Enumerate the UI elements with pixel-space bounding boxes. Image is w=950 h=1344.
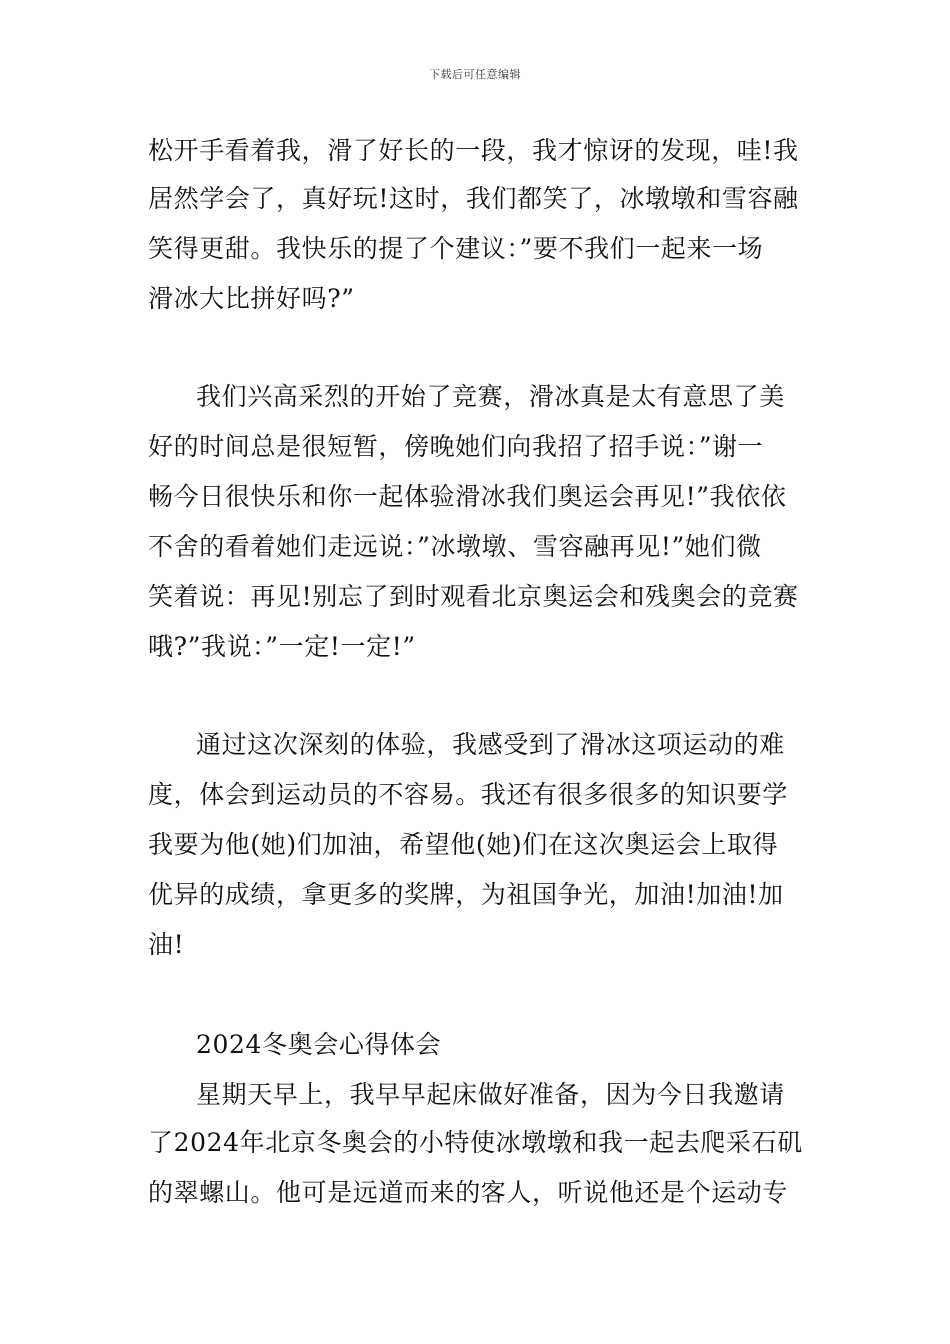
paragraph-1-line-4: 滑冰大比拼好吗?”: [148, 284, 355, 313]
paragraph-1-line-2: 居然学会了，真好玩!这时，我们都笑了，冰墩墩和雪容融: [148, 184, 799, 213]
paragraph-4-line-1: 星期天早上，我早早起床做好准备，因为今日我邀请: [196, 1080, 785, 1109]
paragraph-1-line-1: 松开手看着我，滑了好长的一段，我才惊讶的发现，哇!我: [148, 136, 799, 165]
paragraph-4-line-2: 了2024年北京冬奥会的小特使冰墩墩和我一起去爬采石矶: [148, 1128, 803, 1157]
paragraph-3-line-4: 优异的成绩，拿更多的奖牌，为祖国争光，加油!加油!加: [148, 880, 784, 909]
header-note: 下载后可任意编辑: [429, 68, 521, 81]
paragraph-3-line-2: 度，体会到运动员的不容易。我还有很多很多的知识要学: [148, 780, 789, 809]
paragraph-3-line-5: 油!: [148, 930, 185, 959]
paragraph-2-line-3: 畅今日很快乐和你一起体验滑冰我们奥运会再见!”我依依: [148, 482, 787, 511]
paragraph-3-line-1: 通过这次深刻的体验，我感受到了滑冰这项运动的难: [196, 730, 785, 759]
section-title: 2024冬奥会心得体会: [196, 1030, 442, 1059]
paragraph-1-line-3: 笑得更甜。我快乐的提了个建议：”要不我们一起来一场: [148, 234, 764, 263]
paragraph-2-line-5: 笑着说：再见!别忘了到时观看北京奥运会和残奥会的竞赛: [148, 582, 799, 611]
paragraph-3-line-3: 我要为他(她)们加油，希望他(她)们在这次奥运会上取得: [148, 830, 779, 859]
paragraph-2-line-2: 好的时间总是很短暂，傍晚她们向我招了招手说：”谢一: [148, 432, 764, 461]
paragraph-2-line-6: 哦?”我说：”一定!一定!”: [148, 632, 416, 661]
paragraph-2-line-4: 不舍的看着她们走远说：”冰墩墩、雪容融再见!”她们微: [148, 532, 762, 561]
paragraph-2-line-1: 我们兴高采烈的开始了竞赛，滑冰真是太有意思了美: [196, 382, 785, 411]
paragraph-4-line-3: 的翠螺山。他可是远道而来的客人，听说他还是个运动专: [148, 1178, 789, 1207]
